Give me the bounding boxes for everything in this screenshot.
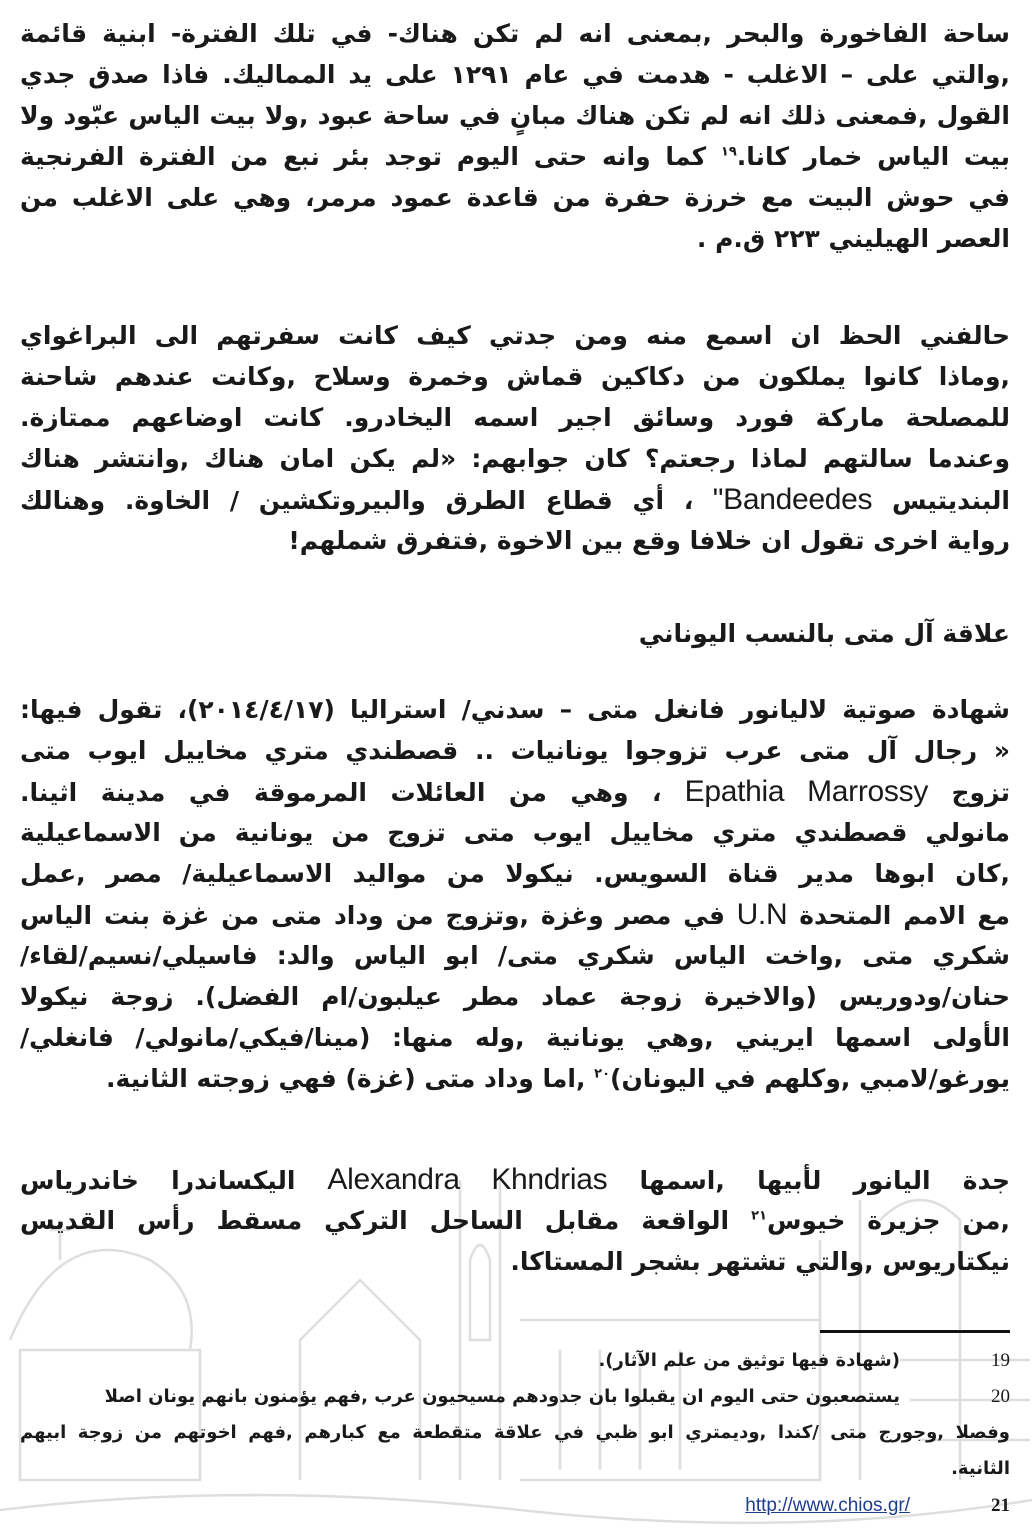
paragraph-2-line: للمصلحة ماركة فورد وسائق اجير اسمه اليخادرو. كانت اوضاعهم ممتازة. [20, 403, 1010, 432]
footnote-ref-20[interactable]: ٢٠ [594, 1066, 611, 1082]
footnote-20-continuation: الثانية. [951, 1458, 1010, 1479]
paragraph-4-line: ,من جزيرة خيوس$^{٢١}$ الواقعة مقابل الساحل التركي مسقط رأس القديس [20, 1206, 1010, 1235]
paragraph-3-line: مانولي قصطندي متري مخاييل ايوب متى تزوج من يونانية من الاسماعيلية [20, 818, 1010, 847]
paragraph-2-line: البنديتيس Bandeedes" ، أي قطاع الطرق والبيروتكشين / الخاوة. وهنالك [20, 483, 1010, 516]
paragraph-3-line: شهادة صوتية لاليانور فانغل متى – سدني/ استراليا (٢٠١٤/٤/١٧)، تقول فيها: [20, 695, 1010, 724]
paragraph-2-line: وعندما سالتهم لماذا رجعتم؟ كان جوابهم: «لم يكن امان هناك ,وانتشر هناك [20, 444, 1010, 473]
section-heading: علاقة آل متى بالنسب اليوناني [638, 619, 1010, 648]
footnote-text: يستصعبون حتى اليوم ان يقبلوا بان جدودهم مسيحيون عرب ,فهم يؤمنون بانهم يونان اصلا [104, 1386, 900, 1407]
paragraph-3-line: الأولى اسمها ايريني ,وهي يونانية ,وله منها: (مينا/فيكي/مانولي/ فانغلي/ [20, 1023, 1010, 1052]
paragraph-3-line: شكري متى ,واخت الياس شكري متى/ ابو الياس والد: فاسيلي/نسيم/لقاء/ [20, 941, 1010, 970]
footnote-ref-21[interactable]: ٢١ [751, 1208, 767, 1224]
paragraph-1-line: العصر الهيليني ٢٢٣ ق.م . [696, 224, 1010, 253]
footnote-number: 20 [991, 1386, 1010, 1407]
footnote-divider [820, 1330, 1010, 1333]
footnote-number: 19 [991, 1350, 1010, 1371]
paragraph-2-line: ,وماذا كانوا يملكون من دكاكين قماش وخمرة وسلاح ,وكانت عندهم شاحنة [20, 362, 1010, 391]
paragraph-4-line: جدة اليانور لأبيها ,اسمها Alexandra Khndrias اليكساندرا خاندرياس [20, 1163, 1011, 1196]
footnote-number-21: 21 [991, 1495, 1010, 1516]
paragraph-4-line: نيكتاريوس ,والتي تشتهر بشجر المستاكا. [510, 1247, 1010, 1276]
paragraph-3-line: مع الامم المتحدة U.N في مصر وغزة ,وتزوج من وداد متى من غزة بنت الياس [20, 898, 1010, 931]
paragraph-2-line: رواية اخرى تقول ان خلافا وقع بين الاخوة ,فتفرق شملهم! [288, 526, 1010, 555]
paragraph-3-line: يورغو/لامبي ,وكلهم في اليونان)$^{٢٠}$ ,اما وداد متى (غزة) فهي زوجته الثانية. [106, 1064, 1010, 1093]
paragraph-1-line: ,والتي على – الاغلب - هدمت في عام ١٢٩١ على يد المماليك. فاذا صدق جدي [20, 60, 1010, 89]
document-page [20, 0, 1010, 1536]
footnote-text: (شهادة فيها توثيق من علم الآثار). [598, 1350, 900, 1371]
paragraph-1-line: بيت الياس خمار كانا.$^{١٩}$ كما وانه حتى اليوم توجد بئر نبع من الفترة الفرنجية [20, 142, 1010, 171]
paragraph-1-line: في حوش البيت مع خرزة حفرة من قاعدة عمود مرمر، وهي على الاغلب من [20, 183, 1010, 212]
paragraph-3-line: ,كان ابوها مدير قناة السويس. نيكولا من مواليد الاسماعيلية/ مصر ,عمل [20, 859, 1010, 888]
footnote-20-continuation: وفصلا ,وجورج متى /كندا ,وديمتري ابو ظبي في علاقة متقطعة مع كبارهم ,فهم اخوتهم من زوجة ابيهم [20, 1422, 1010, 1443]
paragraph-3-line: تزوج Epathia Marrossy ، وهي من العائلات المرموقة في مدينة اثينا. [20, 775, 1011, 808]
paragraph-1-line: ساحة الفاخورة والبحر ,بمعنى انه لم تكن هناك- في تلك الفترة- ابنية قائمة [20, 19, 1010, 48]
footnote-21-link[interactable]: http://www.chios.gr/ [745, 1495, 910, 1516]
paragraph-1-line: القول ,فمعنى ذلك انه لم تكن هناك مبانٍ في ساحة عبود ,ولا بيت الياس عبّود ولا [20, 101, 1010, 130]
paragraph-3-line: « رجال آل متى عرب تزوجوا يونانيات .. قصطندي متري مخاييل ايوب متى [20, 736, 1010, 765]
paragraph-2-line: حالفني الحظ ان اسمع منه ومن جدتي كيف كانت سفرتهم الى البراغواي [20, 321, 1010, 350]
footnote-ref-19[interactable]: ١٩ [720, 144, 737, 160]
paragraph-3-line: حنان/ودوريس (والاخيرة زوجة عماد مطر عيلبون/ام الفضل). زوجة نيكولا [20, 982, 1010, 1011]
